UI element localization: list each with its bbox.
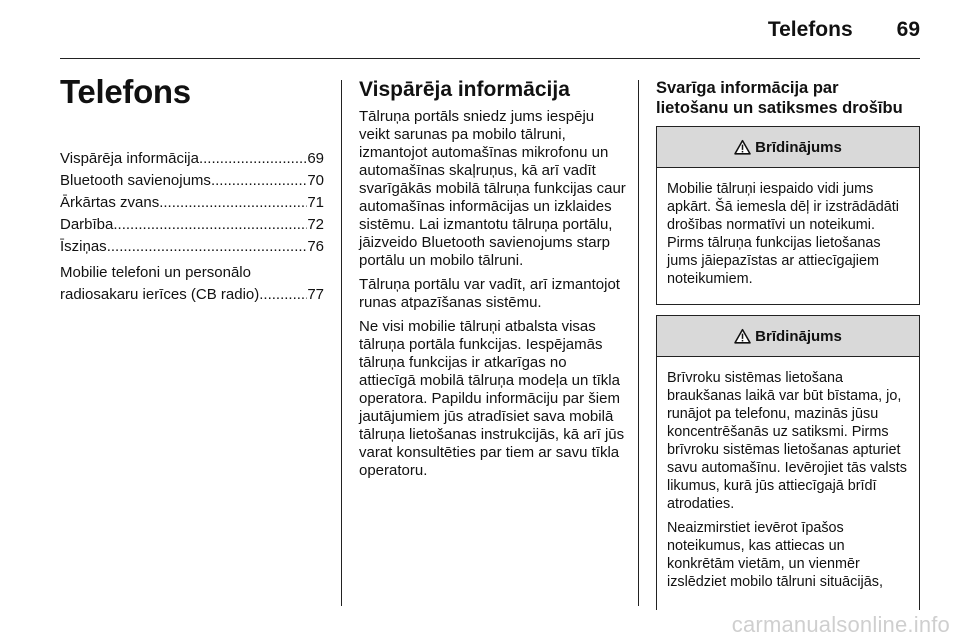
body-paragraph: Ne visi mobilie tālruņi atbalsta visas tālruņa portāla funkcijas. Iespējamās tālruņa funkcijas ir atkarīgas no attiecīgā mobilā tālruņa modeļa un tīkla operatora. Papildu informāciju par šiem jautājumiem jūs atradīsiet sava mobilā tālruņa lietošanas instrukcijās, kā arī jūs varat konsultēties par tiem ar savu tīkla operatoru.	[359, 318, 625, 479]
toc-entry-page: 72	[307, 216, 324, 233]
toc-entry-page: 69	[307, 150, 324, 167]
toc-entry-page: 70	[307, 172, 324, 189]
toc-entry[interactable]	[60, 236, 324, 258]
toc-entry[interactable]	[60, 148, 324, 170]
toc-entry-label: Ārkārtas zvans	[60, 194, 160, 211]
warning-box	[656, 315, 920, 610]
toc-entry-label: Īsziņas	[60, 238, 107, 255]
header-page-number: 69	[896, 18, 920, 41]
toc-entry-page: 77	[307, 286, 324, 303]
toc-leader-dots	[113, 214, 307, 236]
warning-heading: Brīdinājums	[755, 138, 842, 156]
warning-header	[657, 127, 919, 168]
table-of-contents	[60, 148, 324, 306]
warning-body	[657, 168, 919, 304]
header-section-title: Telefons	[767, 18, 853, 41]
toc-leader-dots	[107, 236, 308, 258]
toc-entry-label: Vispārēja informācija	[60, 150, 199, 167]
warning-paragraph: Brīvroku sistēmas lietošana braukšanas laikā var būt bīstama, jo, runājot pa telefonu, mazinās jūsu koncentrēšanās uz satiksmi. Pirms brīvroku sistēmas lietošanas apturiet savu automašīnu. Ievērojiet tās valsts likumus, kurā jūs attiecīgajā brīdī atrodaties.	[667, 370, 907, 512]
column-divider-2	[638, 80, 639, 606]
column-divider-1	[341, 80, 342, 606]
toc-leader-dots	[211, 170, 307, 192]
toc-entry[interactable]	[60, 262, 324, 306]
warning-body	[657, 357, 919, 607]
toc-entry[interactable]	[60, 214, 324, 236]
warning-heading: Brīdinājums	[755, 327, 842, 345]
warning-triangle-icon	[734, 328, 751, 344]
toc-entry-label: Bluetooth savienojums	[60, 172, 211, 189]
toc-entry[interactable]	[60, 170, 324, 192]
body-paragraph: Tālruņa portālu var vadīt, arī izmantojot runas atpazīšanas sistēmu.	[359, 276, 620, 311]
warning-header	[657, 316, 919, 357]
warning-box	[656, 126, 920, 305]
toc-entry-page: 76	[307, 238, 324, 255]
toc-entry-page: 71	[307, 194, 324, 211]
section-title	[656, 78, 920, 118]
warning-paragraph: Mobilie tālruņi iespaido vidi jums apkārt. Šā iemesla dēļ ir izstrādādāti drošības normatīvi un noteikumi. Pirms tālruņa funkcijas lietošanas jums jāiepazīstas ar attiecīgajiem noteikumiem.	[667, 181, 899, 287]
section-title-line2: lietošanu un satiksmes drošību	[656, 99, 903, 117]
running-header	[620, 18, 920, 48]
toc-entry[interactable]	[60, 192, 324, 214]
toc-entry-label: Darbība	[60, 216, 114, 233]
watermark-text: carmanualsonline.info	[731, 612, 950, 637]
toc-entry-label-line2: radiosakaru ierīces (CB radio)	[60, 286, 260, 303]
toc-leader-dots	[259, 284, 307, 306]
warning-triangle-icon	[734, 139, 751, 155]
section-title: Vispārēja informācija	[359, 78, 570, 101]
general-info-column	[359, 78, 627, 486]
section-title-line1: Svarīga informācija par	[656, 79, 839, 97]
toc-entry-label-line1: Mobilie telefoni un personālo	[60, 264, 251, 281]
toc-column	[60, 72, 324, 306]
warning-paragraph: Neaizmirstiet ievērot īpašos noteikumus, kas attiecas un konkrētām vietām, un vienmēr izslēdziet mobilo tālruni situācijās,	[667, 520, 883, 590]
safety-info-column	[656, 78, 920, 610]
body-paragraph: Tālruņa portāls sniedz jums iespēju veikt sarunas pa mobilo tālruni, izmantojot automašīnas mikrofonu un automašīnas skaļruņus, kā arī vadīt svarīgākās mobilā tālruņa funkcijas caur automašīnas informācijas un izklaides sistēmu. Lai izmantotu tālruņa portālu, jāizveido Bluetooth savienojums starp portālu un mobilo tālruni.	[359, 108, 626, 269]
chapter-title: Telefons	[60, 73, 191, 110]
header-rule	[60, 58, 920, 59]
toc-leader-dots	[199, 148, 307, 170]
toc-leader-dots	[159, 192, 307, 214]
